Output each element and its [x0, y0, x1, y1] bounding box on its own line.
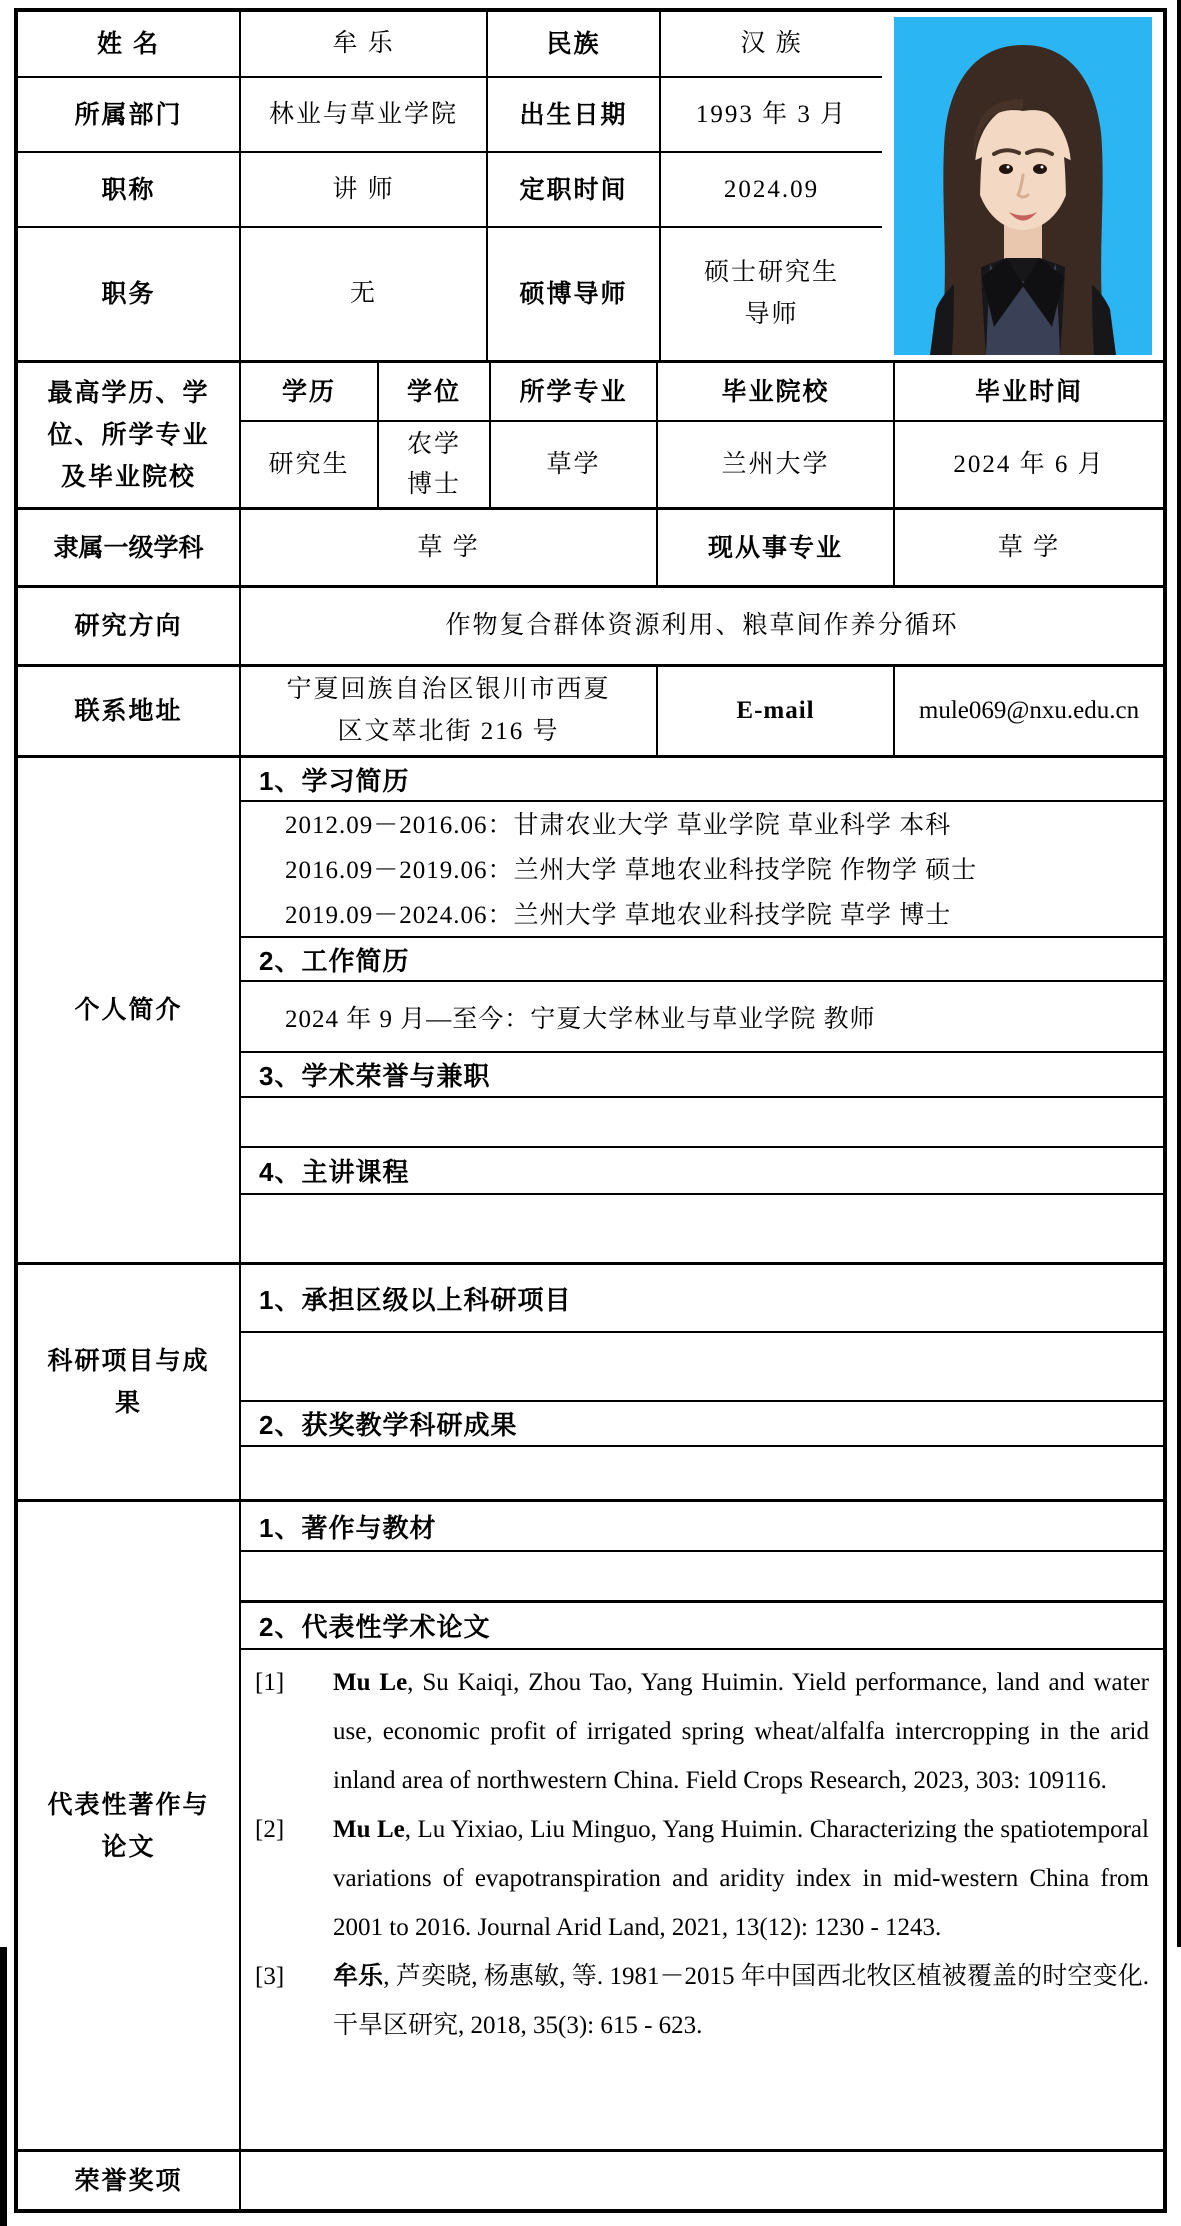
research-direction-value: 作物复合群体资源利用、粮草间作养分循环: [445, 612, 959, 639]
portrait-photo: [894, 17, 1152, 355]
email-label: E-mail: [658, 667, 895, 755]
major-value: 草学: [491, 422, 658, 507]
graduation-time-header: 毕业时间: [974, 377, 1083, 406]
supervisor-label: 硕博导师: [488, 228, 661, 360]
name-label: 姓 名: [18, 12, 241, 76]
position-label: 职务: [18, 228, 241, 360]
paper-entry-1: [1] Mu Le, Su Kaiqi, Zhou Tao, Yang Huimin. Yield performance, land and water use, economic profit of irrigated spring wheat/alfalfa intercropping in the arid inland area of northwestern China. Field Crops Research, 2023, 303: 109116.: [255, 1669, 1149, 1794]
research-direction-row: [18, 588, 1163, 667]
email-value: mule069@nxu.edu.cn: [918, 697, 1140, 724]
department-label: 所属部门: [18, 78, 241, 151]
contact-address-label: 联系地址: [18, 667, 241, 755]
books-title: 1、著作与教材: [241, 1502, 1163, 1552]
discipline-row: [18, 510, 1163, 588]
research-awards-title: 2、获奖教学科研成果: [241, 1402, 1163, 1447]
profile-label: 个人简介: [18, 758, 241, 1262]
cv-table: [14, 8, 1167, 2213]
first-level-discipline-value: 草 学: [241, 510, 658, 585]
profile-honors-title: 3、学术荣誉与兼职: [241, 1053, 1163, 1098]
profile-honors-content-empty: [241, 1098, 1163, 1148]
current-specialty-label: 现从事专业: [658, 510, 895, 585]
profile-work-history-line: 2024 年 9 月—至今：宁夏大学林业与草业学院 教师: [241, 982, 1163, 1053]
appointment-time-value: 2024.09: [723, 175, 820, 203]
birthdate-value: 1993 年 3 月: [695, 100, 848, 128]
papers-title: 2、代表性学术论文: [241, 1603, 1163, 1650]
graduation-school-header: 毕业院校: [658, 363, 895, 420]
degree-level-header: 学历: [241, 363, 379, 420]
appointment-time-label: 定职时间: [488, 153, 661, 226]
title-label: 职称: [18, 153, 241, 226]
profile-study-history-lines: 2012.09－2016.06：甘肃农业大学 草业学院 草业科学 本科 2016.09－2019.06：兰州大学 草地农业科技学院 作物学 硕士 2019.09－2024.06：兰州大学 草地农业科技学院 草学 博士: [241, 802, 1163, 938]
contact-address-value: 宁夏回族自治区银川市西夏 区文萃北街 216 号: [241, 667, 658, 755]
profile-section: [18, 758, 1163, 1265]
papers-list: [241, 1650, 1163, 2149]
research-projects-content-empty: [241, 1333, 1163, 1402]
profile-study-history-title: 1、学习简历: [241, 758, 1163, 802]
degree-level-value: 研究生: [241, 422, 379, 507]
education-label: 最高学历、学位、所学专业及毕业院校: [18, 363, 241, 507]
research-projects-title: 1、承担区级以上科研项目: [241, 1265, 1163, 1333]
paper-entry-3: [3] 牟乐, 芦奕晓, 杨惠敏, 等. 1981－2015 年中国西北牧区植被覆盖的时空变化. 干旱区研究, 2018, 35(3): 615 - 623.: [255, 1963, 1149, 2039]
publications-section: [18, 1502, 1163, 2152]
research-projects-section: [18, 1265, 1163, 1502]
ethnicity-label: 民族: [488, 12, 661, 76]
title-value: 讲 师: [241, 153, 488, 226]
department-value: 林业与草业学院: [241, 78, 488, 151]
photo-cell: [882, 12, 1163, 360]
graduation-school-value: 兰州大学: [658, 422, 895, 507]
profile-courses-content-empty: [241, 1195, 1163, 1262]
contact-row: [18, 667, 1163, 758]
books-content-empty: [241, 1552, 1163, 1603]
first-level-discipline-label: 隶属一级学科: [18, 510, 241, 585]
birthdate-label: 出生日期: [488, 78, 661, 151]
honors-row: [18, 2152, 1163, 2209]
major-header: 所学专业: [491, 363, 658, 420]
supervisor-value: 硕士研究生导师: [703, 259, 839, 328]
degree-value: 农学博士: [379, 422, 491, 507]
degree-header: 学位: [379, 363, 491, 420]
scan-edge-artifact-right: [1177, 0, 1181, 1947]
current-specialty-value: 草 学: [997, 533, 1061, 561]
research-projects-label: 科研项目与成果: [18, 1265, 241, 1499]
scan-edge-artifact-left: [0, 1947, 7, 2226]
ethnicity-value: 汉 族: [740, 30, 803, 57]
profile-work-history-title: 2、工作简历: [241, 938, 1163, 982]
research-direction-label: 研究方向: [18, 588, 241, 664]
profile-courses-title: 4、主讲课程: [241, 1148, 1163, 1195]
education-block: [18, 363, 1163, 510]
graduation-time-value: 2024 年 6 月: [953, 450, 1105, 478]
research-awards-content-empty: [241, 1447, 1163, 1499]
honors-label: 荣誉奖项: [18, 2152, 241, 2209]
position-value: 无: [241, 228, 488, 360]
name-value: 牟 乐: [241, 12, 488, 76]
honors-value-empty: [241, 2152, 1163, 2209]
top-block: [18, 12, 1163, 363]
paper-entry-2: [2] Mu Le, Lu Yixiao, Liu Minguo, Yang Huimin. Characterizing the spatiotemporal variations of evapotranspiration and aridity index in mid-western China from 2001 to 2016. Journal Arid Land, 2021, 13(12): 1230 - 1243.: [255, 1816, 1149, 1941]
publications-label: 代表性著作与论文: [18, 1502, 241, 2149]
